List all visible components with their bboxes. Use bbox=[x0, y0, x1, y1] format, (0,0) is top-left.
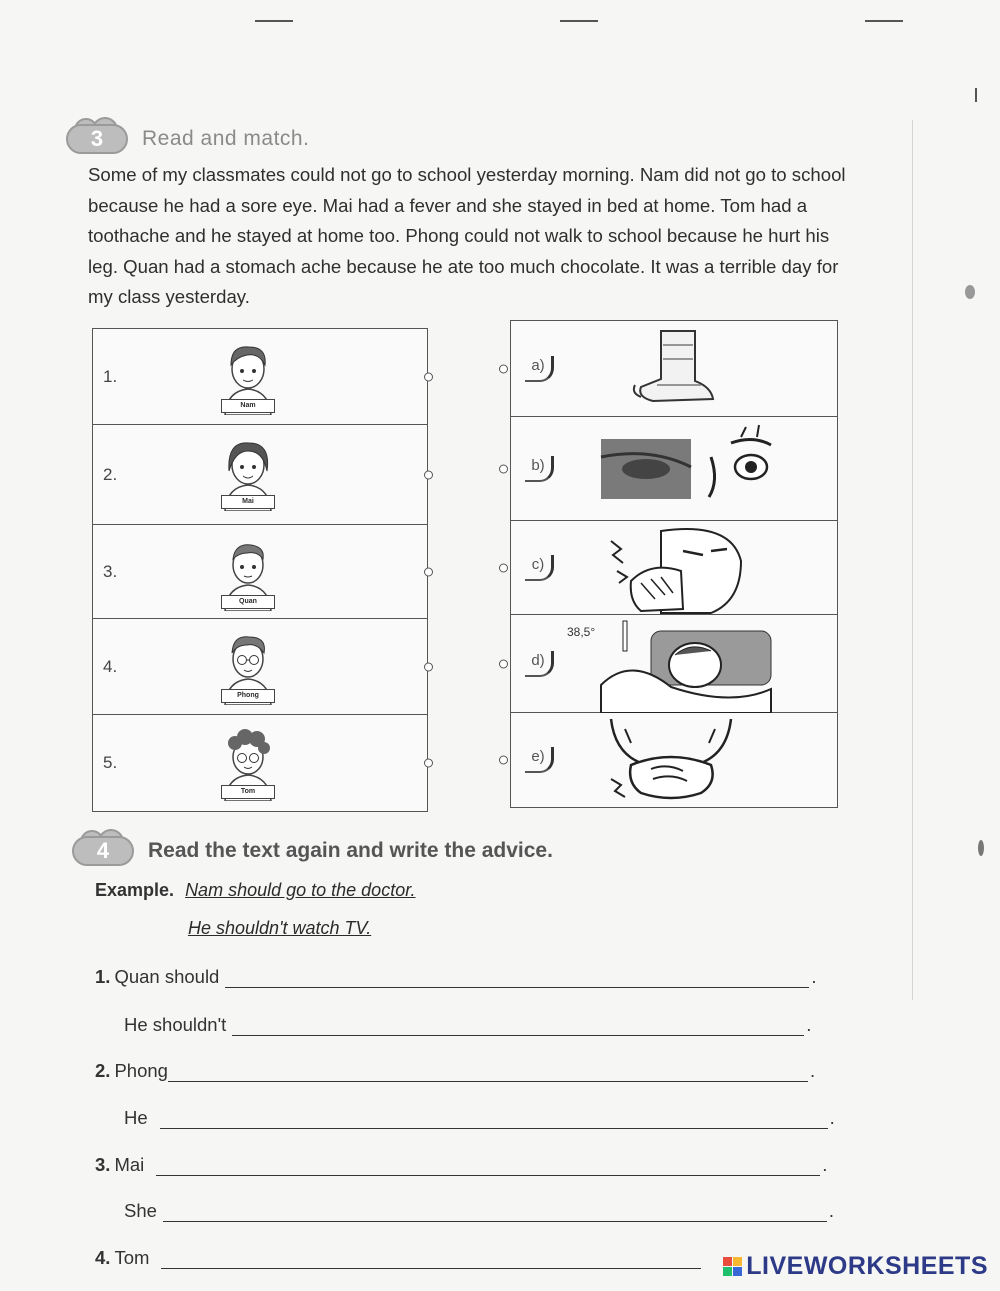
exercise-instruction: Read the text again and write the advice. bbox=[148, 839, 553, 862]
logo-icon bbox=[723, 1257, 742, 1276]
exercise-number-badge: 4 bbox=[72, 836, 134, 866]
answer-blank[interactable] bbox=[156, 1161, 820, 1176]
row-number: 2. bbox=[103, 464, 118, 484]
match-dot-left[interactable] bbox=[424, 759, 433, 768]
person-row bbox=[93, 525, 427, 619]
name-tag: Mai bbox=[221, 495, 275, 509]
picture-letter: b) bbox=[525, 456, 554, 482]
line-number: 4. bbox=[95, 1247, 111, 1268]
match-dot-right[interactable] bbox=[499, 756, 508, 765]
row-number: 4. bbox=[103, 656, 118, 676]
people-column bbox=[92, 328, 428, 812]
line-prompt: Phong bbox=[114, 1060, 168, 1081]
line-prompt: She bbox=[124, 1200, 157, 1221]
example-line-1 bbox=[95, 880, 416, 901]
exercise-3-header bbox=[66, 124, 309, 154]
picture-letter: a) bbox=[525, 356, 554, 382]
match-dot-right[interactable] bbox=[499, 563, 508, 572]
scan-mark bbox=[560, 20, 598, 22]
temperature-label: 38,5° bbox=[567, 625, 596, 639]
stomach-ache-icon bbox=[591, 713, 831, 807]
match-dot-right[interactable] bbox=[499, 659, 508, 668]
person-row bbox=[93, 425, 427, 525]
nam-portrait bbox=[213, 335, 283, 420]
answer-line[interactable]: He . bbox=[124, 1107, 835, 1128]
picture-letter: c) bbox=[525, 555, 554, 581]
match-dot-left[interactable] bbox=[424, 662, 433, 671]
answer-blank[interactable] bbox=[168, 1067, 808, 1082]
exercise-4-header bbox=[72, 836, 553, 866]
match-dot-left[interactable] bbox=[424, 470, 433, 479]
answer-line[interactable]: 2. Phong . bbox=[95, 1060, 816, 1081]
line-number: 3. bbox=[95, 1154, 111, 1175]
answer-line[interactable]: She . bbox=[124, 1200, 835, 1221]
sore-eye-icon bbox=[591, 417, 831, 521]
example-answer: Nam should go to the doctor. bbox=[185, 880, 416, 900]
row-number: 5. bbox=[103, 753, 118, 772]
logo-text: LIVEWORKSHEETS bbox=[746, 1252, 988, 1280]
answer-blank[interactable] bbox=[163, 1207, 827, 1222]
toothache-icon bbox=[591, 521, 831, 615]
answer-blank[interactable] bbox=[160, 1114, 828, 1129]
exercise-instruction: Read and match. bbox=[142, 127, 310, 150]
match-dot-right[interactable] bbox=[499, 464, 508, 473]
mai-portrait bbox=[213, 431, 283, 516]
scan-mark bbox=[255, 20, 293, 22]
answer-blank[interactable] bbox=[225, 973, 809, 988]
line-prompt: Quan should bbox=[114, 966, 220, 987]
answer-blank[interactable] bbox=[161, 1254, 701, 1269]
line-prompt: Mai bbox=[114, 1154, 145, 1175]
name-tag: Nam bbox=[221, 399, 275, 413]
exercise-number-badge: 3 bbox=[66, 124, 128, 154]
reading-passage: Some of my classmates could not go to school yesterday morning. Nam did not go to school because he had a sore eye. Mai had a fever and she stayed in bed at home. Tom had a toothache and he stayed at home too. Phong could not walk to school because he hurt his leg. Quan had a stomach ache because he ate too much chocolate. It was a terrible day for my class yesterday. bbox=[88, 164, 846, 307]
answer-blank[interactable] bbox=[232, 1021, 804, 1036]
broken-leg-icon bbox=[591, 321, 831, 417]
name-tag: Tom bbox=[221, 785, 275, 799]
fever-in-bed-icon bbox=[591, 615, 831, 713]
line-prompt: He shouldn't bbox=[124, 1014, 227, 1035]
line-number: 2. bbox=[95, 1060, 111, 1081]
picture-row bbox=[511, 321, 837, 417]
liveworksheets-logo[interactable] bbox=[723, 1252, 988, 1281]
line-number: 1. bbox=[95, 966, 111, 987]
row-number: 1. bbox=[103, 366, 118, 386]
quan-portrait bbox=[213, 531, 283, 616]
person-row bbox=[93, 619, 427, 715]
answer-line[interactable]: He shouldn't . bbox=[124, 1014, 812, 1035]
pictures-column bbox=[510, 320, 838, 808]
scan-mark bbox=[865, 20, 903, 22]
scan-mark bbox=[978, 840, 984, 856]
answer-line[interactable]: 3. Mai . bbox=[95, 1154, 828, 1175]
line-prompt: Tom bbox=[114, 1247, 150, 1268]
name-tag: Phong bbox=[221, 689, 275, 703]
picture-letter: e) bbox=[525, 747, 554, 773]
answer-line[interactable]: 1. Quan should . bbox=[95, 966, 817, 987]
match-dot-left[interactable] bbox=[424, 372, 433, 381]
name-tag: Quan bbox=[221, 595, 275, 609]
match-dot-right[interactable] bbox=[499, 364, 508, 373]
person-row bbox=[93, 715, 427, 811]
answer-line[interactable] bbox=[95, 1247, 701, 1269]
scan-mark bbox=[965, 285, 975, 299]
picture-row bbox=[511, 521, 837, 615]
example-label: Example. bbox=[95, 880, 175, 900]
phong-portrait bbox=[213, 625, 283, 710]
tom-portrait bbox=[213, 721, 283, 806]
scan-mark bbox=[975, 88, 977, 102]
scan-mark bbox=[912, 120, 913, 1000]
row-number: 3. bbox=[103, 561, 118, 581]
picture-row bbox=[511, 615, 837, 713]
picture-row bbox=[511, 417, 837, 521]
picture-letter: d) bbox=[525, 651, 554, 677]
example-answer: He shouldn't watch TV. bbox=[188, 918, 372, 938]
line-prompt: He bbox=[124, 1107, 148, 1128]
person-row bbox=[93, 329, 427, 425]
example-line-2 bbox=[182, 918, 371, 939]
picture-row bbox=[511, 713, 837, 807]
match-dot-left[interactable] bbox=[424, 567, 433, 576]
